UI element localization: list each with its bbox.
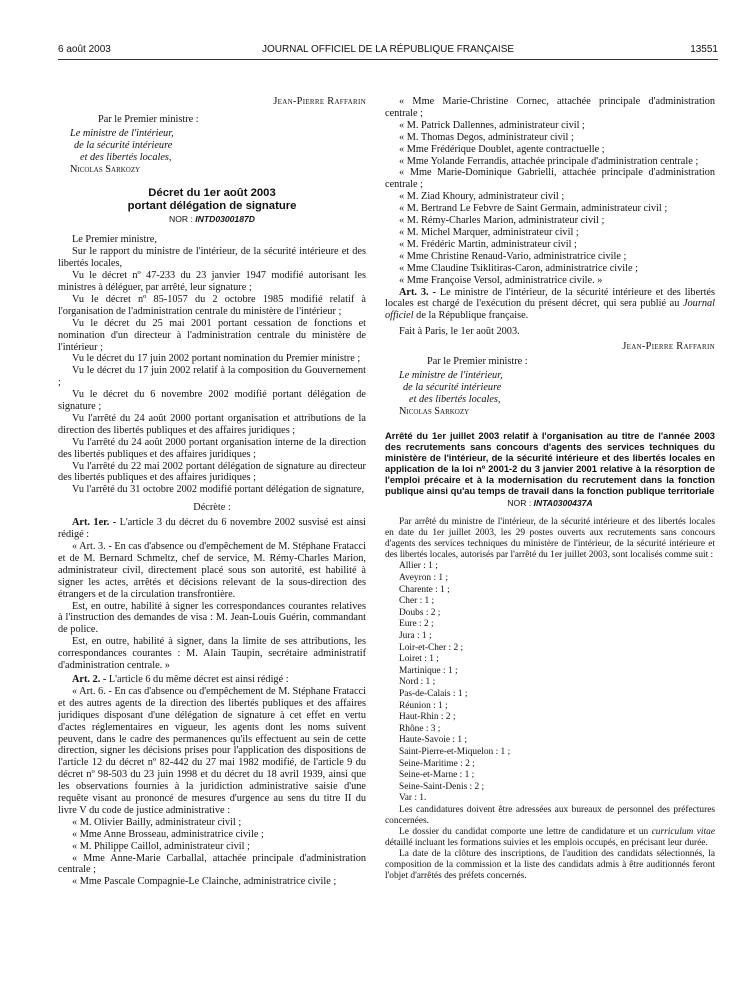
name-item: « Mme Christine Renaud-Vario, administratrice civile ; — [399, 250, 627, 262]
article-1-quote-2: Est, en outre, habilité à signer les correspondances courantes relatives à l'instruction des demandes de visa : M. Jean-Louis Guérin, commandant de police. — [58, 600, 366, 636]
para-vu-9: Vu l'arrêté du 22 mai 2002 portant délégation de signature au directeur des libertés publiques et des affaires juridiques ; — [58, 460, 366, 484]
nor-label: NOR : — [169, 214, 193, 225]
minister-title-l3: et des libertés locales, — [80, 151, 172, 163]
department-item: Cher : 1 ; — [399, 596, 435, 607]
name-item: « Mme Claudine Tsiklitiras-Caron, administratrice civile ; — [399, 262, 639, 274]
by-prime-minister — [70, 113, 366, 176]
left-column — [58, 96, 366, 966]
article-2-quote: « Art. 6. - En cas d'absence ou d'empêchement de M. Stéphane Fratacci et des autres agents de la direction des libertés publiques et des affaires juridiques disposant d'une délégation de signature à cet effet en vertu d'actes réglementaires en vigueur, les agents dont les noms suivent peuvent, dans le cadre des permanences qu'ils effectuent au sein de cette direction, signer les décisions prises pour l'application des dispositions de l'article 12 du décret nº 82-442 du 27 mai 1982 modifié, de l'article 9 du décret nº 98-503 du 23 juin 1998 et du décret du 18 avril 1939, ainsi que les observations fournies à la juridiction administrative saisie d'une requête visant au prononcé de mesures d'urgence au sens du titre II du livre V du code de justice administrative : — [58, 685, 366, 816]
article-1-quote-3: Est, en outre, habilité à signer, dans la limite de ses attributions, les correspondances courantes : M. Alain Taupin, secrétaire administratif d'administration centrale. » — [58, 636, 366, 672]
name-item: « M. Rémy-Charles Marion, administrateur civil ; — [399, 215, 605, 227]
name-item: « M. Patrick Dallennes, administrateur civil ; — [399, 119, 585, 131]
para-vu-1: Vu le décret nº 47-233 du 23 janvier 1947 modifié autorisant les ministres à déléguer, par arrêté, leur signature ; — [58, 270, 366, 293]
para-vu-3: Vu le décret du 25 mai 2001 portant cessation de fonctions et nomination d'un directeur à l'administration centrale du ministère de l'intérieur ; — [58, 317, 366, 353]
department-item: Réunion : 1 ; — [399, 700, 448, 711]
header-rule — [58, 59, 718, 60]
dossier-para — [385, 827, 715, 849]
para-vu-2: Vu le décret nº 85-1057 du 2 octobre 1985 modifié relatif à l'organisation de l'administration centrale du ministère de l'intérieur ; — [58, 293, 366, 317]
department-item: Eure : 2 ; — [399, 619, 434, 630]
header-date: 6 août 2003 — [58, 44, 111, 55]
nor-code: INTD0300187D — [195, 214, 255, 225]
name-item: « Mme Frédérique Doublet, agente contractuelle ; — [399, 143, 605, 155]
fait-a-paris: Fait à Paris, le 1er août 2003. — [399, 326, 520, 338]
para-vu-10: Vu l'arrêté du 31 octobre 2002 modifié portant délégation de signature, — [72, 484, 365, 496]
decree-nor — [58, 214, 366, 226]
arrete-intro: Par arrêté du ministre de l'intérieur, de la sécurité intérieure et des libertés locales en date du 1er juillet 2003, les 29 postes ouverts aux recrutements sans concours d'agents des services techniques du ministère de l'intérieur, de la sécurité intérieure et des libertés locales, autorisés par l'arrêté du 1er juillet 2003, sont localisés comme suit : — [385, 517, 715, 561]
decree-title-l2: portant délégation de signature — [127, 199, 297, 212]
department-item: Haut-Rhin : 2 ; — [399, 712, 456, 723]
decree-title-l1: Décret du 1er août 2003 — [148, 187, 276, 200]
minister-title-l3: et des libertés locales, — [409, 393, 501, 405]
article-2 — [58, 674, 366, 686]
article-1 — [58, 517, 366, 541]
curriculum-vitae: curriculum vitae — [651, 826, 715, 837]
minister-title-l1: Le ministre de l'intérieur, — [399, 369, 503, 381]
dossier-text-a: Le dossier du candidat comporte une lettre de candidature et un — [399, 826, 652, 837]
department-item: Martinique : 1 ; — [399, 665, 458, 676]
department-item: Doubs : 2 ; — [399, 607, 441, 618]
department-item: Haute-Savoie : 1 ; — [399, 735, 467, 746]
para-vu-7: Vu l'arrêté du 24 août 2000 portant organisation et attributions de la direction des libertés publiques et des affaires juridiques ; — [58, 412, 366, 436]
name-item: « Mme Anne Brosseau, administratrice civile ; — [72, 828, 264, 840]
department-item: Var : 1. — [399, 793, 427, 804]
department-item: Seine-Saint-Denis : 2 ; — [399, 781, 485, 792]
decree-title — [58, 187, 366, 212]
name-item: « Mme Marie-Christine Cornec, attachée principale d'administration centrale ; — [385, 96, 715, 119]
minister-title-l2: de la sécurité intérieure — [74, 139, 173, 151]
department-item: Aveyron : 1 ; — [399, 573, 449, 584]
department-item: Nord : 1 ; — [399, 677, 436, 688]
nor-code: INTA0300437A — [533, 497, 593, 508]
para-vu-8: Vu l'arrêté du 24 août 2000 portant organisation interne de la direction des libertés publiques et des affaires juridiques ; — [58, 436, 366, 460]
para-premier-ministre: Le Premier ministre, — [72, 234, 157, 246]
name-item: « M. Frédéric Martin, administrateur civil ; — [399, 238, 577, 250]
header-journal-title: JOURNAL OFFICIEL DE LA RÉPUBLIQUE FRANÇAISE — [261, 44, 515, 55]
by-pm-label: Par le Premier ministre : — [427, 356, 528, 368]
signature: Jean-Pierre Raffarin — [622, 341, 715, 353]
name-item: « Mme Françoise Versol, administratrice civile. » — [399, 274, 603, 286]
name-item: « M. Olivier Bailly, administrateur civil ; — [72, 816, 242, 828]
para-vu-5: Vu le décret du 17 juin 2002 relatif à la composition du Gouvernement ; — [58, 365, 366, 389]
name-item: « M. Michel Marquer, administrateur civil ; — [399, 226, 579, 238]
dossier-text-b: détaillé incluant les formations suivies et les emplois occupés, en précisant leur durée. — [385, 837, 708, 848]
department-item: Rhône : 3 ; — [399, 723, 441, 734]
department-item: Loiret : 1 ; — [399, 654, 439, 665]
department-item: Seine-Maritime : 2 ; — [399, 758, 475, 769]
para-vu-6: Vu le décret du 6 novembre 2002 modifié portant délégation de signature ; — [58, 389, 366, 413]
minister-name: Nicolas Sarkozy — [399, 405, 470, 417]
department-item: Loir-et-Cher : 2 ; — [399, 642, 464, 653]
signature-top: Jean-Pierre Raffarin — [273, 96, 366, 107]
arrete-nor — [385, 498, 715, 510]
arrete-title: Arrêté du 1er juillet 2003 relatif à l'organisation au titre de l'année 2003 des recrutements sans concours d'agents des services techniques du ministère de l'intérieur, de la sécurité intérieure et des libertés locales en application de la loi nº 2001-2 du 3 janvier 2001 relative à la résorption de l'emploi précaire et à la modernisation du recrutement dans la fonction publique ainsi qu'au temps de travail dans la fonction publique territoriale — [385, 429, 715, 496]
article-1-text: L'article 3 du décret du 6 novembre 2002 susvisé est ainsi rédigé : — [58, 517, 366, 541]
name-item: « M. Philippe Caillol, administrateur civil ; — [72, 840, 250, 852]
name-item: « Mme Pascale Compagnie-Le Clainche, administratrice civile ; — [72, 876, 337, 888]
name-item: « Mme Yolande Ferrandis, attachée principale d'administration centrale ; — [399, 155, 699, 167]
article-3-text-b: de la République française. — [413, 310, 529, 322]
candidatures-para: Les candidatures doivent être adressées aux bureaux de personnel des préfectures concernées. — [385, 804, 715, 826]
article-3 — [385, 287, 715, 323]
name-item: « M. Thomas Degos, administrateur civil ; — [399, 131, 574, 143]
nor-label: NOR : — [507, 497, 532, 508]
minister-name: Nicolas Sarkozy — [70, 163, 141, 175]
article-2-text: L'article 6 du même décret est ainsi rédigé : — [108, 673, 289, 685]
minister-title-l1: Le ministre de l'intérieur, — [70, 127, 174, 139]
right-column — [385, 96, 715, 966]
name-item: « M. Ziad Khoury, administrateur civil ; — [399, 191, 565, 203]
decrete-label: Décrète : — [193, 502, 231, 514]
name-item: « Mme Anne-Marie Carballal, attachée principale d'administration centrale ; — [58, 852, 366, 876]
header-page-number: 13551 — [690, 44, 718, 55]
article-3-label: Art. 3. - — [399, 286, 436, 298]
article-1-quote-1: « Art. 3. - En cas d'absence ou d'empêchement de M. Stéphane Fratacci et de M. Bernard Schmeltz, chef de service, M. Rémy-Charles Marion, administrateur civil, directement placé sous son autorité, est habilité à signer les actes, arrêtés et décisions relevant de la sous-direction des étrangers et de la circulation transfrontière. — [58, 541, 366, 600]
department-item: Allier : 1 ; — [399, 561, 438, 572]
para-rapport: Sur le rapport du ministre de l'intérieur, de la sécurité intérieure et des libertés locales, — [58, 246, 366, 270]
department-item: Saint-Pierre-et-Miquelon : 1 ; — [399, 746, 511, 757]
department-item: Jura : 1 ; — [399, 631, 432, 642]
department-item: Charente : 1 ; — [399, 584, 450, 595]
cloture-para: La date de la clôture des inscriptions, de l'audition des candidats sélectionnés, la composition de la commission et la liste des candidats admis à être auditionnés feront l'objet d'arrêtés des préfets concernés. — [385, 848, 715, 881]
department-item: Seine-et-Marne : 1 ; — [399, 770, 475, 781]
article-3-text-a: Le ministre de l'intérieur, de la sécurité intérieure et des libertés locales est chargé de l'exécution du présent décret, qui sera publié au — [385, 286, 715, 310]
article-1-label: Art. 1er. - — [72, 517, 117, 529]
article-2-label: Art. 2. - — [72, 673, 107, 685]
department-item: Pas-de-Calais : 1 ; — [399, 689, 468, 699]
page-header — [58, 44, 718, 60]
minister-title-l2: de la sécurité intérieure — [403, 381, 502, 393]
name-item: « M. Bertrand Le Febvre de Saint Germain, administrateur civil ; — [399, 203, 668, 215]
by-prime-minister-right — [399, 356, 715, 418]
by-pm-label: Par le Premier ministre : — [98, 113, 199, 125]
name-item: « Mme Marie-Dominique Gabrielli, attachée principale d'administration centrale ; — [385, 167, 715, 191]
para-vu-4: Vu le décret du 17 juin 2002 portant nomination du Premier ministre ; — [72, 353, 361, 365]
article-3-journal: Journal officiel — [385, 298, 715, 322]
